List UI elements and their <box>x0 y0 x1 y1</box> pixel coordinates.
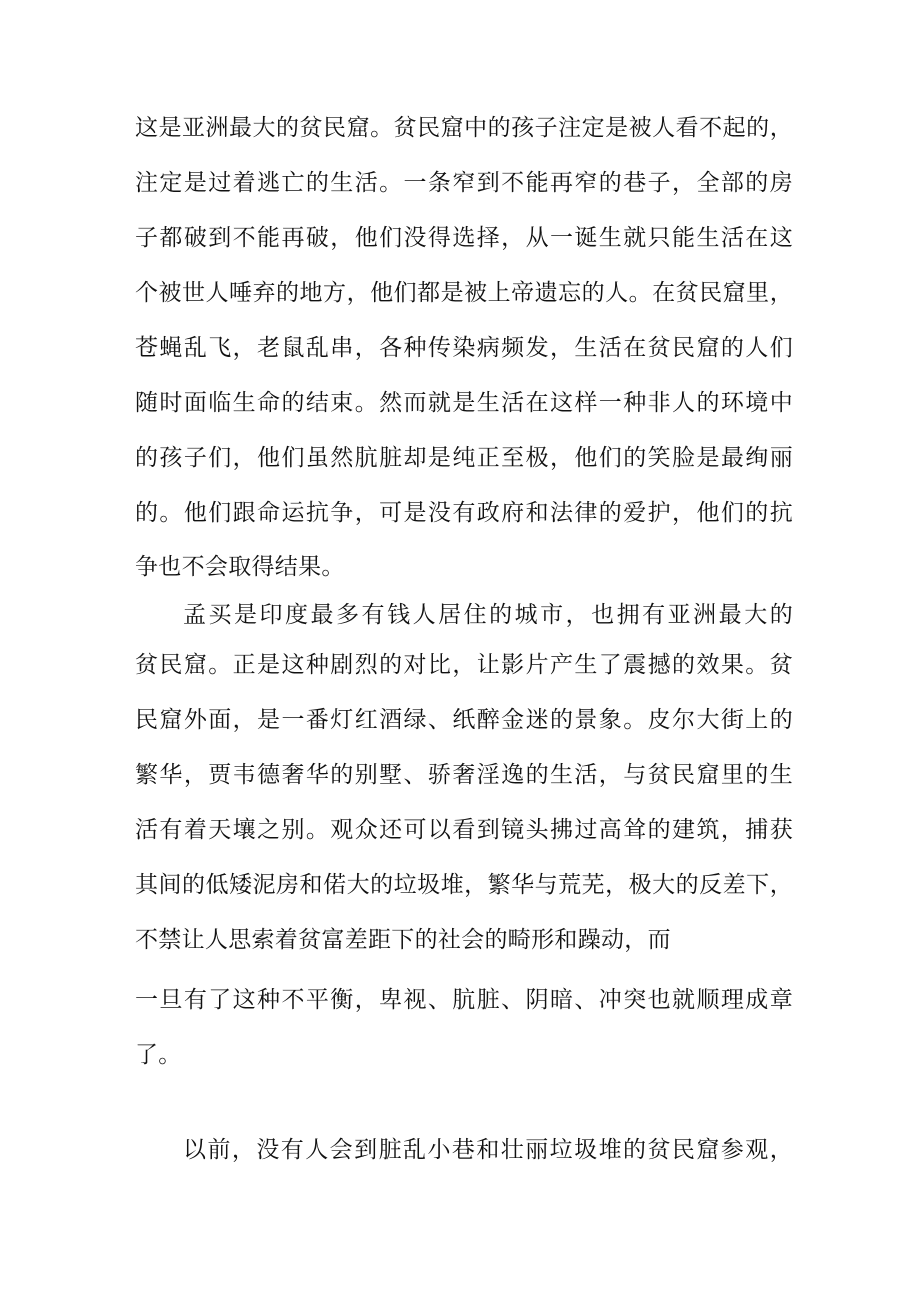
text-line: 繁华，贾韦德奢华的别墅、骄奢淫逸的生活，与贫民窟里的生 <box>135 762 793 788</box>
text-line: 活有着天壤之别。观众还可以看到镜头拂过高耸的建筑，捕获 <box>135 817 793 843</box>
text-line: 贫民窟。正是这种剧烈的对比，让影片产生了震撼的效果。贫 <box>135 652 793 678</box>
text-line: 一旦有了这种不平衡，卑视、肮脏、阴暗、冲突也就顺理成章 <box>135 987 793 1013</box>
text-line: 注定是过着逃亡的生活。一条窄到不能再窄的巷子，全部的房 <box>135 170 793 196</box>
text-line: 随时面临生命的结束。然而就是生活在这样一种非人的环境中 <box>135 390 793 416</box>
text-line: 个被世人唾弃的地方，他们都是被上帝遗忘的人。在贫民窟里， <box>135 280 793 306</box>
text-line: 以前，没有人会到脏乱小巷和壮丽垃圾堆的贫民窟参观， <box>183 1137 793 1163</box>
text-line: 民窟外面，是一番灯红酒绿、纸醉金迷的景象。皮尔大街上的 <box>135 707 793 733</box>
text-line: 的。他们跟命运抗争，可是没有政府和法律的爱护，他们的抗 <box>135 500 793 526</box>
text-line: 争也不会取得结果。 <box>135 554 345 580</box>
text-line: 了。 <box>135 1042 182 1068</box>
text-line: 的孩子们，他们虽然肮脏却是纯正至极，他们的笑脸是最绚丽 <box>135 445 793 471</box>
text-line: 子都破到不能再破，他们没得选择，从一诞生就只能生活在这 <box>135 225 793 251</box>
text-line: 这是亚洲最大的贫民窟。贫民窟中的孩子注定是被人看不起的， <box>135 115 793 141</box>
text-line: 其间的低矮泥房和偌大的垃圾堆，繁华与荒芜，极大的反差下， <box>135 872 793 898</box>
text-line: 不禁让人思索着贫富差距下的社会的畸形和躁动，而 <box>135 927 671 953</box>
text-line: 孟买是印度最多有钱人居住的城市，也拥有亚洲最大的 <box>183 602 793 628</box>
text-line: 苍蝇乱飞，老鼠乱串，各种传染病频发，生活在贫民窟的人们 <box>135 335 793 361</box>
